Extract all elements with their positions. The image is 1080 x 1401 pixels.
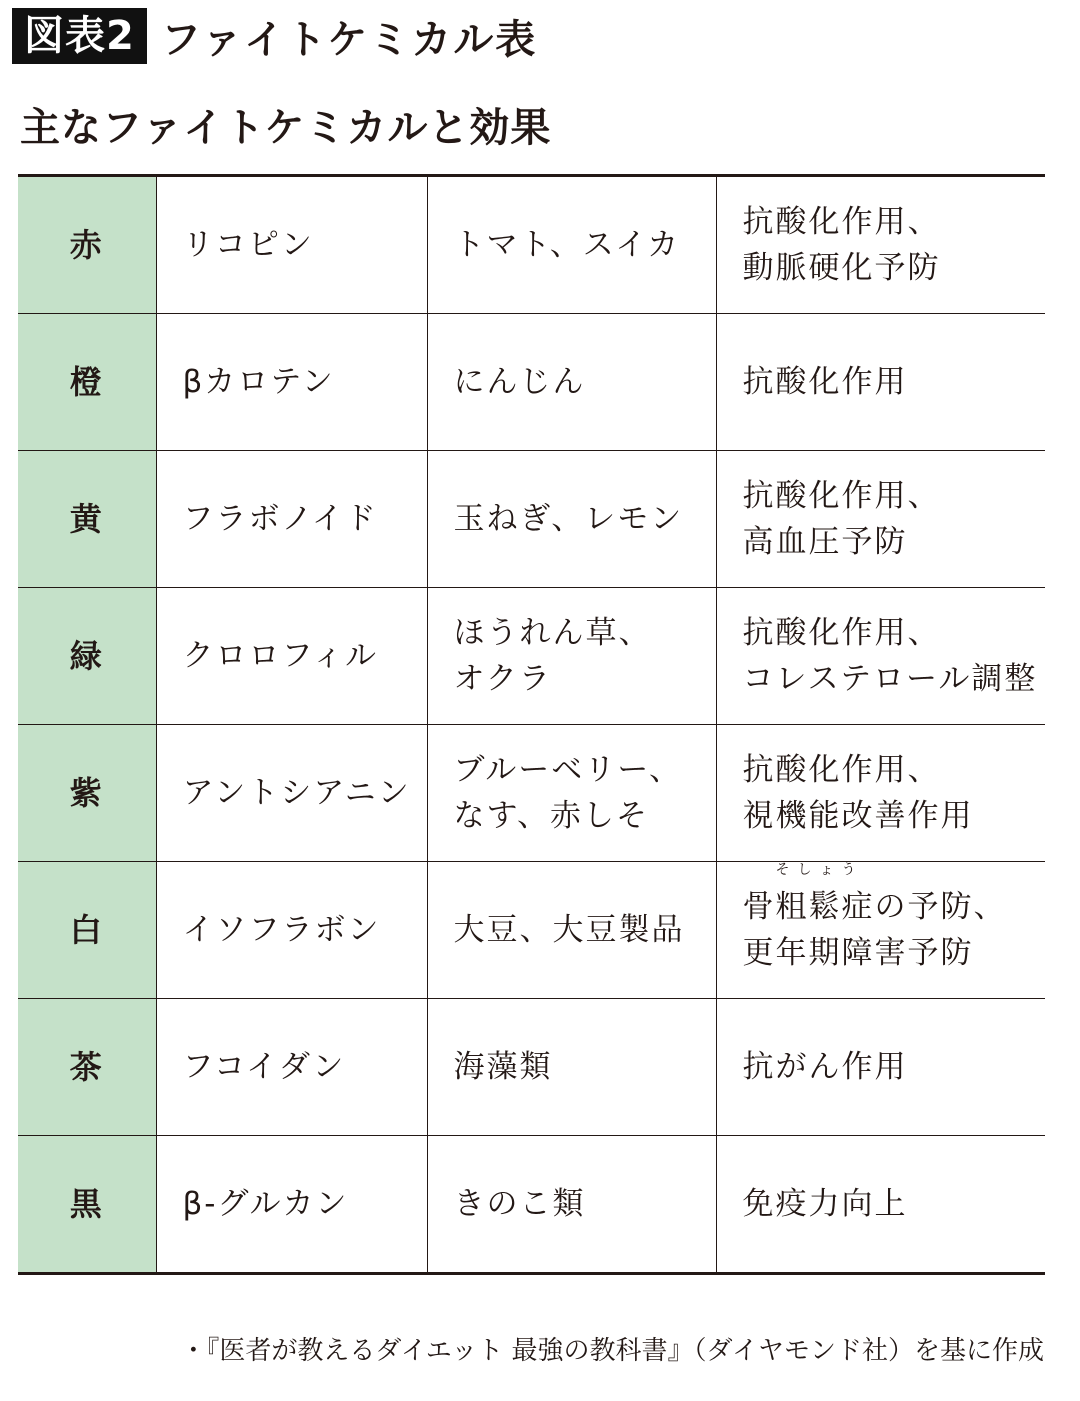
chemical-cell: クロロフィル [156, 588, 427, 725]
foods-cell: きのこ類 [427, 1136, 716, 1274]
chemical-cell: フコイダン [156, 999, 427, 1136]
ruby-base: 粗鬆 [775, 889, 842, 925]
effects-cell: 抗酸化作用、 動脈硬化予防 [716, 176, 1045, 314]
effects-text: 骨 [742, 889, 776, 925]
table-row [18, 1136, 1045, 1274]
phytochemical-table [18, 174, 1045, 1275]
chemical-cell: フラボノイド [156, 451, 427, 588]
effects-cell: 抗酸化作用、 視機能改善作用 [716, 725, 1045, 862]
table-row [18, 725, 1045, 862]
foods-cell: 大豆、大豆製品 [427, 862, 716, 999]
color-cell: 紫 [18, 725, 156, 862]
ruby-reading: そしょう [775, 862, 864, 878]
table-row [18, 314, 1045, 451]
color-cell: 茶 [18, 999, 156, 1136]
color-cell: 白 [18, 862, 156, 999]
effects-cell: 抗酸化作用 [716, 314, 1045, 451]
table-row [18, 451, 1045, 588]
chemical-cell: イソフラボン [156, 862, 427, 999]
effects-cell: 抗酸化作用、 高血圧予防 [716, 451, 1045, 588]
effects-cell: 免疫力向上 [716, 1136, 1045, 1274]
color-cell: 黒 [18, 1136, 156, 1274]
foods-cell: ほうれん草、 オクラ [427, 588, 716, 725]
effects-cell: 抗酸化作用、 コレステロール調整 [716, 588, 1045, 725]
effects-line: 更年期障害予防 [742, 935, 974, 971]
table-subtitle: 主なファイトケミカルと効果 [20, 105, 552, 151]
figure-badge: 図表2 [12, 8, 147, 64]
color-cell: 黄 [18, 451, 156, 588]
effects-line [742, 862, 1007, 925]
table-row [18, 999, 1045, 1136]
figure-title: ファイトケミカル表 [160, 16, 538, 63]
chemical-cell: βカロテン [156, 314, 427, 451]
foods-cell: 海藻類 [427, 999, 716, 1136]
chemical-cell: アントシアニン [156, 725, 427, 862]
color-cell: 緑 [18, 588, 156, 725]
chemical-cell: β-グルカン [156, 1136, 427, 1274]
table-row [18, 862, 1045, 999]
foods-cell: 玉ねぎ、レモン [427, 451, 716, 588]
figure-header [12, 8, 537, 64]
source-note: ・『医者が教えるダイエット 最強の教科書』（ダイヤモンド社）を基に作成 [180, 1336, 1044, 1366]
color-cell: 橙 [18, 314, 156, 451]
color-cell: 赤 [18, 176, 156, 314]
table-row [18, 176, 1045, 314]
foods-cell: にんじん [427, 314, 716, 451]
foods-cell: トマト、スイカ [427, 176, 716, 314]
chemical-cell: リコピン [156, 176, 427, 314]
effects-cell [716, 862, 1045, 999]
ruby-word [775, 862, 864, 930]
foods-cell: ブルーベリー、 なす、赤しそ [427, 725, 716, 862]
table-row [18, 588, 1045, 725]
effects-cell: 抗がん作用 [716, 999, 1045, 1136]
effects-text: 症の予防、 [841, 889, 1007, 925]
